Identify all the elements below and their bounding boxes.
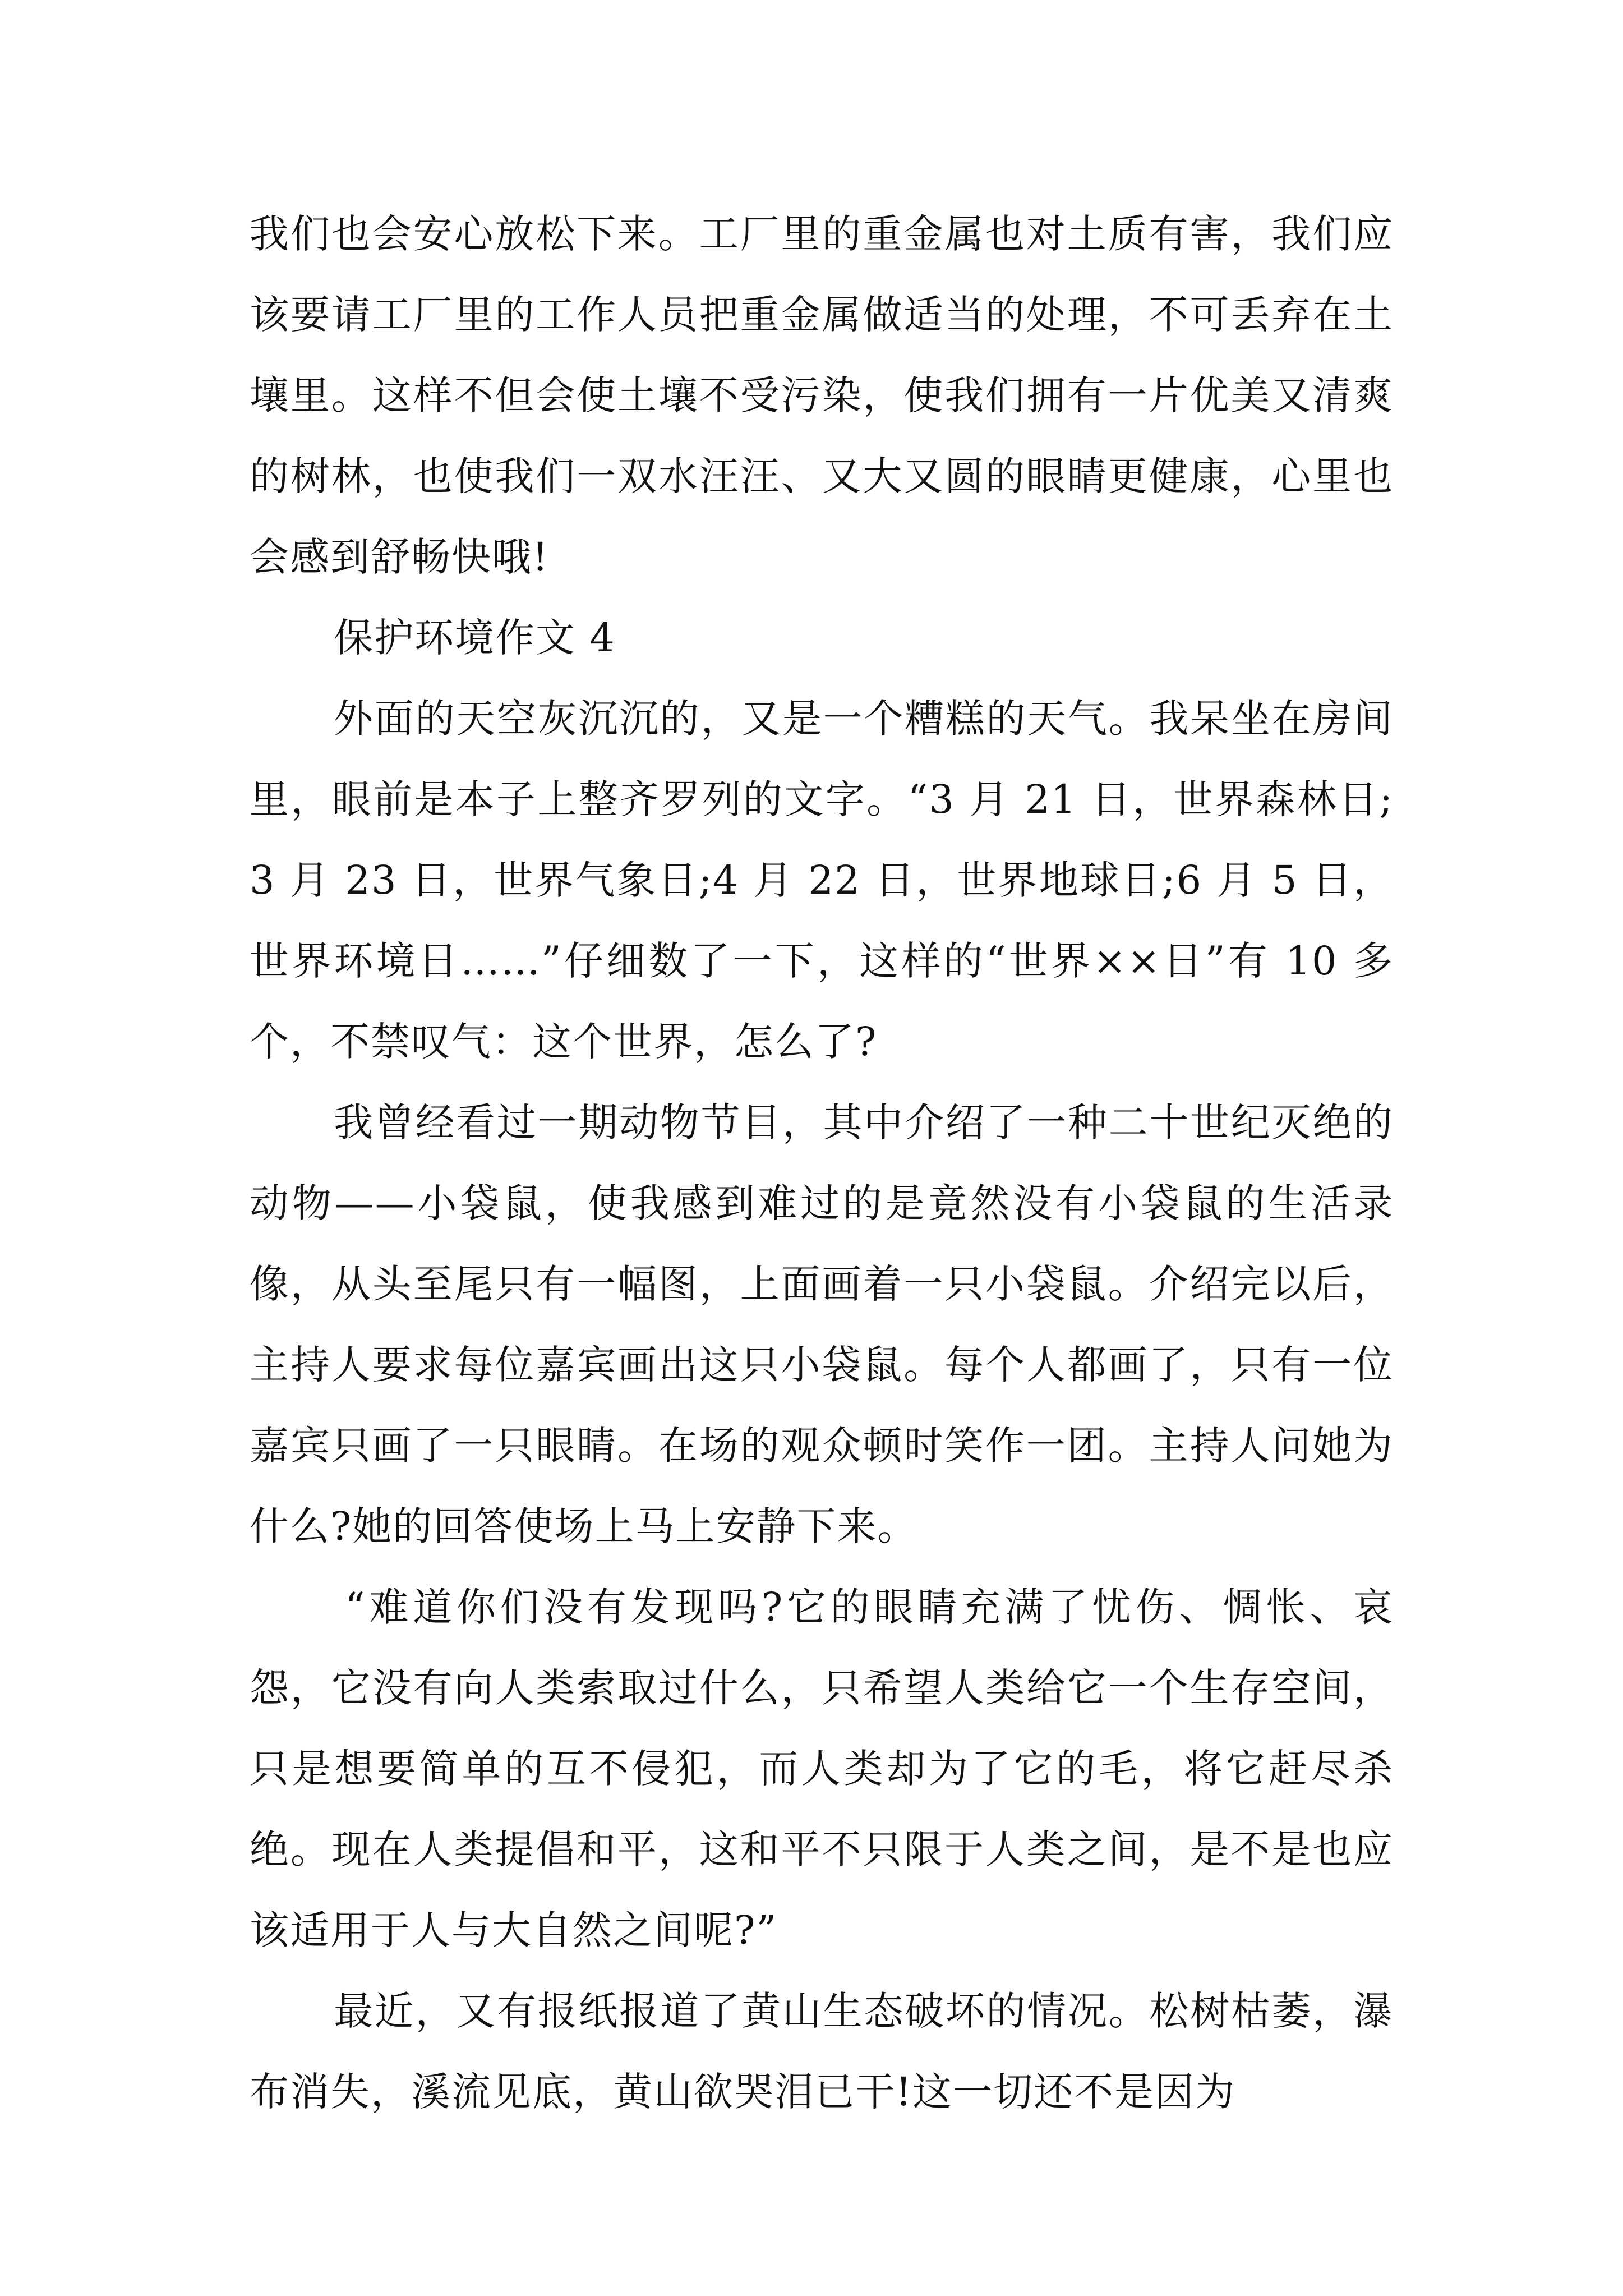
paragraph-5: 最近，又有报纸报道了黄山生态破坏的情况。松树枯萎，瀑布消失，溪流见底，黄山欲哭泪已干!这一切还不是因为 <box>250 1988 1394 2115</box>
section-heading: 保护环境作文 4 <box>334 615 616 661</box>
paragraph-1: 我们也会安心放松下来。工厂里的重金属也对土质有害，我们应该要请工厂里的工作人员把重金属做适当的处理，不可丢弃在土壤里。这样不但会使土壤不受污染，使我们拥有一片优美又清爽的树林，也使我们一双水汪汪、又大又圆的眼睛更健康，心里也会感到舒畅快哦! <box>250 211 1394 580</box>
document-body <box>250 194 1394 2132</box>
paragraph-2: 外面的天空灰沉沉的，又是一个糟糕的天气。我呆坐在房间里，眼前是本子上整齐罗列的文字。“3 月 21 日，世界森林日;3 月 23 日，世界气象日;4 月 22 日，世界地球日;6 月 5 日，世界环境日……”仔细数了一下，这样的“世界××日”有 10 多个，不禁叹气：这个世界，怎么了? <box>250 696 1394 1065</box>
paragraph-4-quote: “难道你们没有发现吗?它的眼睛充满了忧伤、惆怅、哀怨，它没有向人类索取过什么，只希望人类给它一个生存空间，只是想要简单的互不侵犯，而人类却为了它的毛，将它赶尽杀绝。现在人类提倡和平，这和平不只限于人类之间，是不是也应该适用于人与大自然之间呢?” <box>250 1584 1394 1953</box>
paragraph-3: 我曾经看过一期动物节目，其中介绍了一种二十世纪灭绝的动物——小袋鼠，使我感到难过的是竟然没有小袋鼠的生活录像，从头至尾只有一幅图，上面画着一只小袋鼠。介绍完以后，主持人要求每位嘉宾画出这只小袋鼠。每个人都画了，只有一位嘉宾只画了一只眼睛。在场的观众顿时笑作一团。主持人问她为什么?她的回答使场上马上安静下来。 <box>250 1099 1394 1549</box>
